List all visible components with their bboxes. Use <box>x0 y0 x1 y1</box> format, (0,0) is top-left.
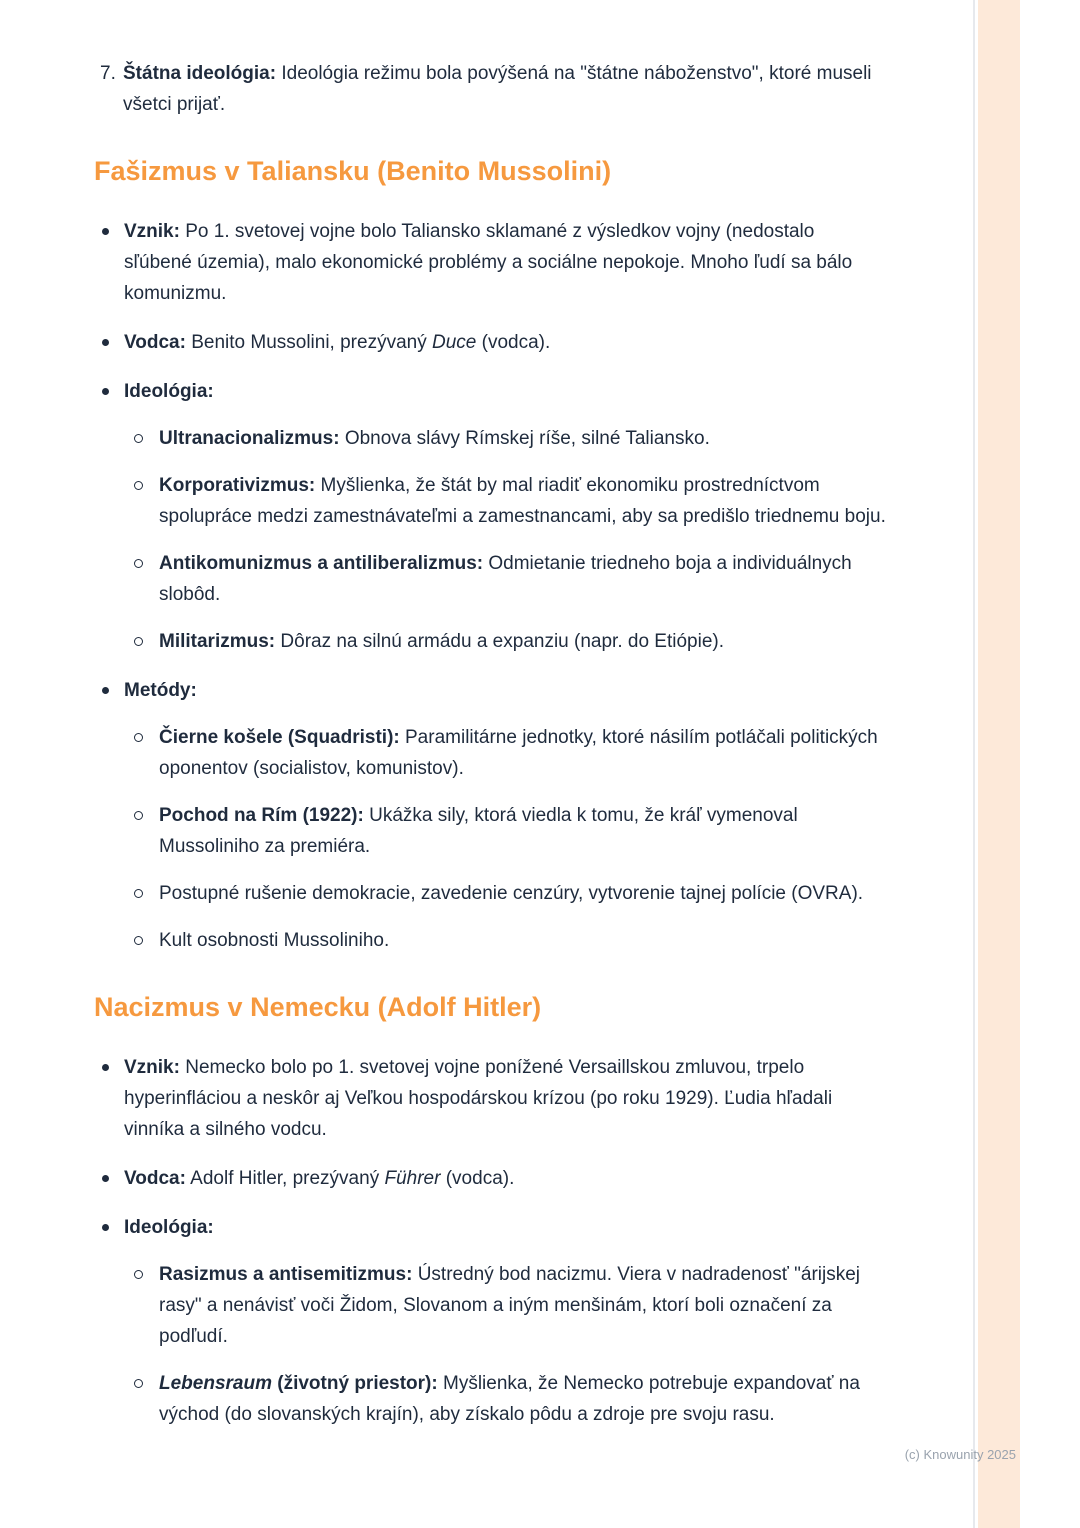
text-segment: (vodca). <box>440 1168 515 1189</box>
text-segment: Lebensraum <box>159 1373 272 1394</box>
bullet-disc-icon <box>102 1224 109 1231</box>
sub-list <box>124 423 886 657</box>
list-item-body <box>124 1052 886 1145</box>
text-segment: Vznik: <box>124 1057 180 1078</box>
sub-list-item <box>124 1368 886 1430</box>
list-item-number: 7. <box>100 63 116 84</box>
text-segment: Vznik: <box>124 221 180 242</box>
text-segment: Metódy: <box>124 680 197 701</box>
list-item <box>94 1212 886 1430</box>
bullet-circle-icon <box>134 434 143 443</box>
list-item-text <box>124 216 886 309</box>
bullet-list <box>94 216 886 956</box>
bullet-circle-icon <box>134 733 143 742</box>
copyright-note: (c) Knowunity 2025 <box>904 1447 1016 1462</box>
sub-list-item <box>124 800 886 862</box>
list-item <box>94 376 886 657</box>
sub-list-item-text <box>159 925 389 956</box>
text-segment: Ústredný bod nacizmu. Viera v nadradenosť "árijskej rasy" a nenávisť voči Židom, Slovanom a iným menšinám, ktorí boli označení za podľudí. <box>159 1264 860 1347</box>
text-segment: Duce <box>432 332 477 353</box>
sub-list <box>124 722 886 956</box>
bullet-disc-icon <box>102 339 109 346</box>
list-item <box>94 327 886 358</box>
section <box>94 990 886 1430</box>
text-segment: Führer <box>384 1168 441 1189</box>
sub-list-item <box>124 548 886 610</box>
text-segment: Myšlienka, že štát by mal riadiť ekonomiku prostredníctvom spolupráce medzi zamestnávateľmi a zamestnancami, aby sa predišlo triednemu boju. <box>159 475 886 527</box>
text-segment: Nemecko bolo po 1. svetovej vojne ponížené Versaillskou zmluvou, trpelo hyperinfláciou a neskôr aj Veľkou hospodárskou krízou (po roku 1929). Ľudia hľadali vinníka a silného vodcu. <box>124 1057 833 1140</box>
list-item-text <box>124 376 886 407</box>
list-item-body <box>124 675 886 956</box>
list-item-body <box>124 376 886 657</box>
sub-list-item <box>124 470 886 532</box>
text-segment: Paramilitárne jednotky, ktoré násilím potláčali politických oponentov (socialistov, komunistov). <box>159 727 878 779</box>
text-segment: Kult osobnosti Mussoliniho. <box>159 930 390 951</box>
bullet-circle-icon <box>134 559 143 568</box>
text-segment: Ultranacionalizmus: <box>159 428 340 449</box>
list-item-text <box>124 1052 886 1145</box>
list-item <box>94 1052 886 1145</box>
bullet-disc-icon <box>102 388 109 395</box>
list-item <box>94 1163 886 1194</box>
text-segment: Militarizmus: <box>159 631 276 652</box>
sub-list <box>124 1259 886 1430</box>
bullet-circle-icon <box>134 481 143 490</box>
section-title: Fašizmus v Taliansku (Benito Mussolini) <box>94 156 612 186</box>
bullet-circle-icon <box>134 1379 143 1388</box>
sub-list-item <box>124 626 886 657</box>
text-segment: Obnova slávy Rímskej ríše, silné Taliansko. <box>339 428 710 449</box>
text-segment: (vodca). <box>476 332 551 353</box>
sub-list-item-text <box>159 423 710 454</box>
sub-list-item-text <box>159 1259 886 1352</box>
bullet-circle-icon <box>134 811 143 820</box>
list-item-body <box>124 1163 886 1194</box>
bullet-circle-icon <box>134 889 143 898</box>
document-content <box>94 58 886 1430</box>
list-item-text <box>124 675 886 706</box>
sub-list-item <box>124 1259 886 1352</box>
sub-list-item-text <box>159 722 886 784</box>
list-item-body <box>124 216 886 309</box>
text-segment: Ideológia režimu bola povýšená na "štátne náboženstvo", ktoré museli všetci prijať. <box>123 63 872 115</box>
bullet-list <box>94 1052 886 1430</box>
sub-list-item <box>124 925 886 956</box>
sub-list-item <box>124 423 886 454</box>
text-segment: Ukážka sily, ktorá viedla k tomu, že kráľ vymenoval Mussoliniho za premiéra. <box>159 805 798 857</box>
sub-list-item-text <box>159 878 863 909</box>
text-segment: Ideológia: <box>124 381 214 402</box>
list-item-text <box>124 1212 886 1243</box>
text-segment: Myšlienka, že Nemecko potrebuje expandovať na východ (do slovanských krajín), aby získalo pôdu a zdroje pre svoju rasu. <box>159 1373 860 1425</box>
text-segment: Čierne košele (Squadristi): <box>159 727 400 748</box>
section-title: Nacizmus v Nemecku (Adolf Hitler) <box>94 992 542 1022</box>
sub-list-item-text <box>159 800 886 862</box>
text-segment: Korporativizmus: <box>159 475 316 496</box>
sub-list-item <box>124 878 886 909</box>
list-item <box>94 675 886 956</box>
numbered-list-item <box>94 58 886 120</box>
bullet-disc-icon <box>102 228 109 235</box>
list-item-text <box>124 1163 886 1194</box>
section <box>94 154 886 956</box>
page-edge-divider <box>973 0 975 1528</box>
text-segment: Ideológia: <box>124 1217 214 1238</box>
list-item <box>94 216 886 309</box>
text-segment: (životný priestor): <box>271 1373 438 1394</box>
list-item-body <box>124 1212 886 1430</box>
bullet-disc-icon <box>102 1175 109 1182</box>
text-segment: Odmietanie triedneho boja a individuálnych slobôd. <box>159 553 852 605</box>
text-segment: Dôraz na silnú armádu a expanziu (napr. do Etiópie). <box>275 631 724 652</box>
bullet-circle-icon <box>134 1270 143 1279</box>
text-segment: Antikomunizmus a antiliberalizmus: <box>159 553 484 574</box>
list-item-text <box>124 327 886 358</box>
bullet-circle-icon <box>134 637 143 646</box>
text-segment: Benito Mussolini, prezývaný <box>185 332 432 353</box>
text-segment: Štátna ideológia: <box>123 63 277 84</box>
sections <box>94 154 886 1430</box>
bullet-disc-icon <box>102 1064 109 1071</box>
sub-list-item-text <box>159 548 886 610</box>
text-segment: Postupné rušenie demokracie, zavedenie cenzúry, vytvorenie tajnej polície (OVRA). <box>159 883 864 904</box>
text-segment: Adolf Hitler, prezývaný <box>185 1168 385 1189</box>
sub-list-item <box>124 722 886 784</box>
bullet-disc-icon <box>102 687 109 694</box>
text-segment: Rasizmus a antisemitizmus: <box>159 1264 413 1285</box>
bullet-circle-icon <box>134 936 143 945</box>
sub-list-item-text <box>159 626 724 657</box>
text-segment: Vodca: <box>124 1168 186 1189</box>
list-item-body <box>124 327 886 358</box>
text-segment: Pochod na Rím (1922): <box>159 805 364 826</box>
page-edge-stripe <box>978 0 1020 1528</box>
text-segment: Vodca: <box>124 332 186 353</box>
sub-list-item-text <box>159 1368 886 1430</box>
numbered-item-text <box>123 58 886 120</box>
sub-list-item-text <box>159 470 886 532</box>
text-segment: Po 1. svetovej vojne bolo Taliansko sklamané z výsledkov vojny (nedostalo sľúbené územia), malo ekonomické problémy a sociálne nepokoje. Mnoho ľudí sa bálo komunizmu. <box>124 221 853 304</box>
